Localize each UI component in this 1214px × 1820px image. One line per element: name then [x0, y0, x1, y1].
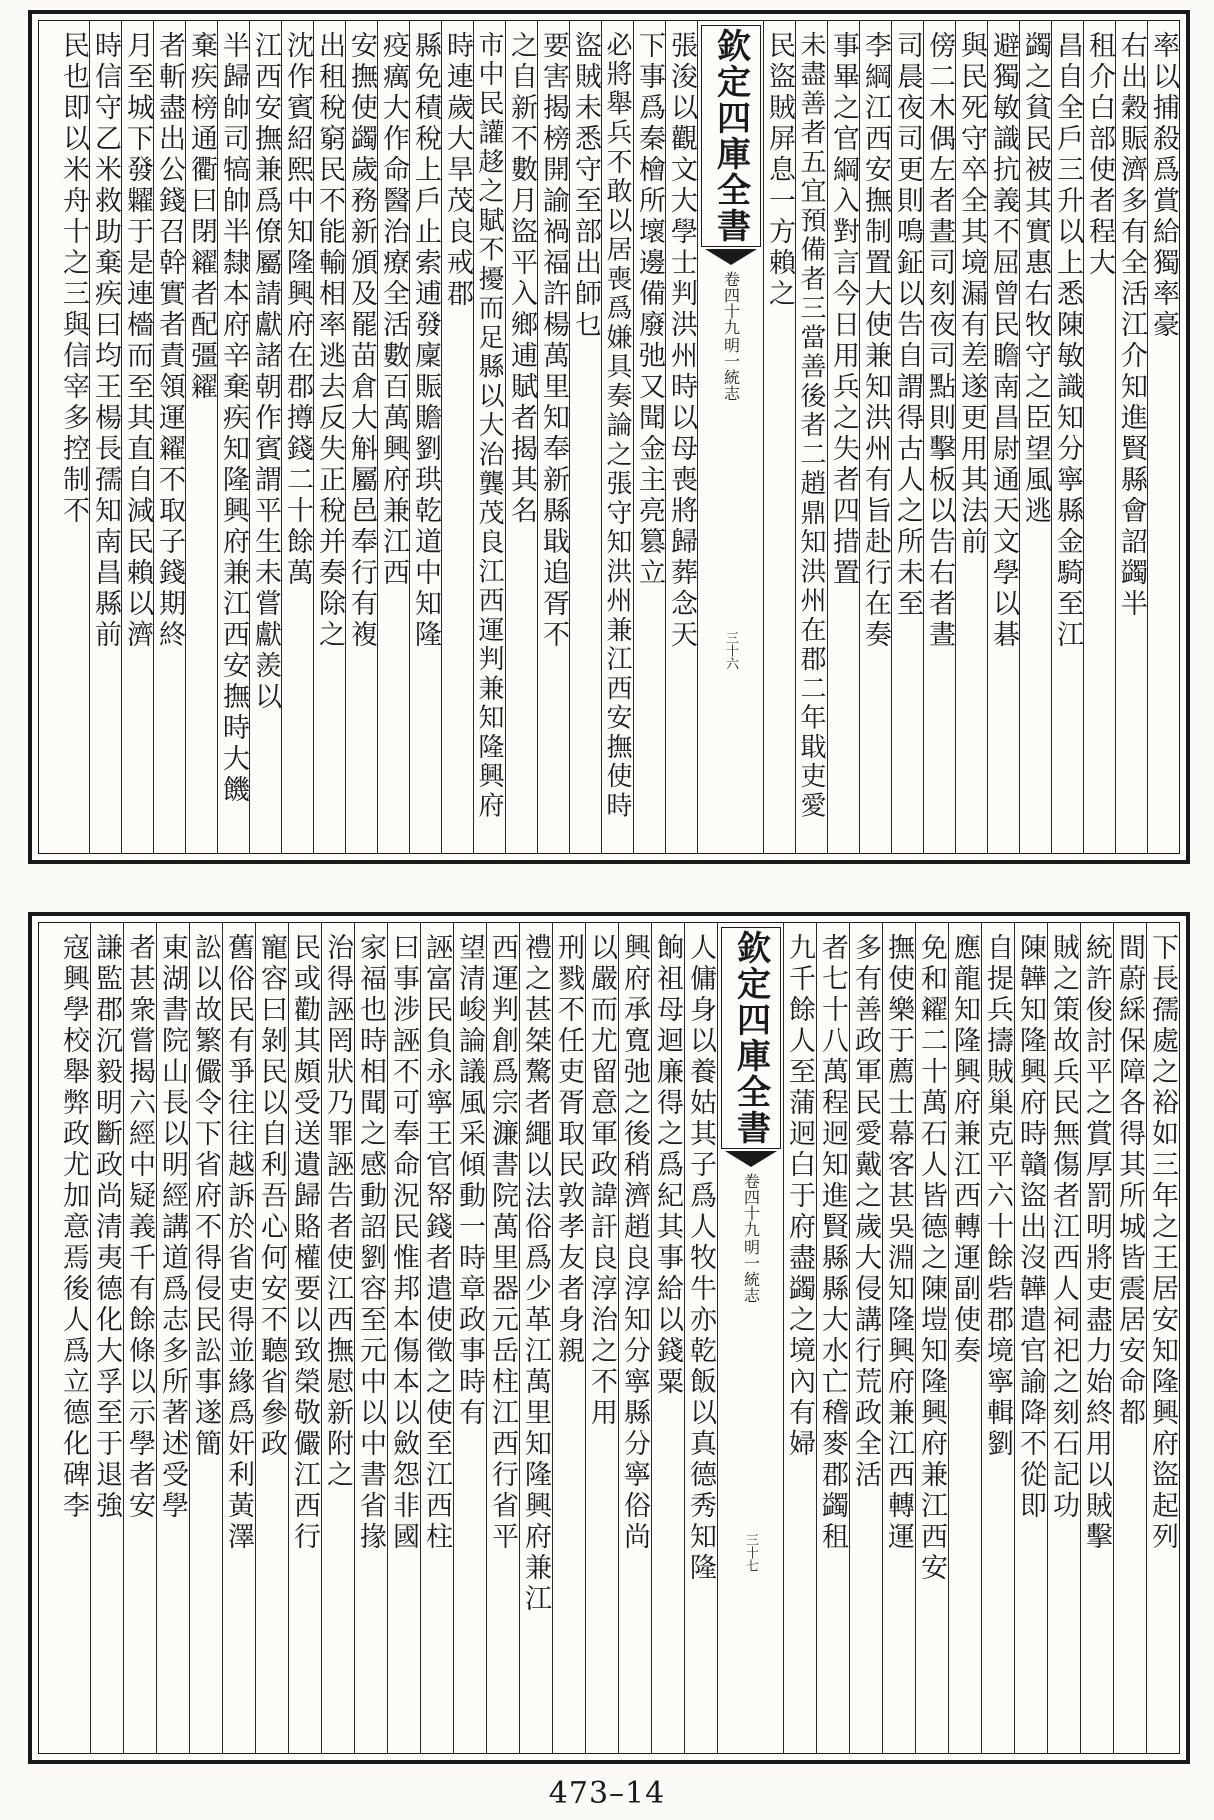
text-column: 家福也時相聞之感動詔劉容至元中以中書省掾: [354, 923, 387, 1753]
text-column: 租介白部使者程大: [1083, 21, 1115, 853]
text-column: 未盡善者五宜預備者三當善後者二趙鼎知洪州在郡二年戢吏愛: [795, 21, 827, 853]
text-column: 間蔚綵保障各得其所城皆震居安命都: [1113, 923, 1146, 1753]
text-column: 西運判創爲宗濂書院萬里器元岳柱江西行省平: [486, 923, 519, 1753]
text-column: 賊之策故兵民無傷者江西人祠祀之刻石記功: [1047, 923, 1080, 1753]
book-title: 欽定四庫全書: [721, 927, 781, 1149]
text-column: 誣富民負永寧王官帑錢者遣使徵之使至江西柱: [420, 923, 453, 1753]
text-column: 免和糴二十萬石人皆德之陳塏知隆興府兼江西安: [915, 923, 948, 1753]
text-column: 謙監郡沉毅明斷政尚清夷德化大孚至于退強: [90, 923, 123, 1753]
text-column: 民也即以米舟十之三與信宰多控制不: [58, 31, 89, 527]
text-column: 舊俗民有爭往往越訴於省吏得並緣爲奸利黃澤: [222, 923, 255, 1753]
text-column: 率以捕殺爲賞給獨率豪: [1147, 21, 1179, 853]
text-column: 應龍知隆興府兼江西轉運副使奏: [948, 923, 981, 1753]
center-fold: [697, 21, 763, 853]
text-column: 傍二木偶左者晝司刻夜司點則擊板以告右者晝: [923, 21, 955, 853]
top-page-text-block: [38, 20, 1180, 854]
text-column: 以嚴而尤留意軍政諱訐良淳治之不用: [585, 923, 618, 1753]
text-column: 民盜賊屏息一方賴之: [763, 21, 795, 853]
text-column: 刑戮不任吏胥取民敦孝友者身親: [552, 923, 585, 1753]
text-column: 東湖書院山長以明經講道爲志多所著述受學: [156, 923, 189, 1753]
text-column: 右出穀賑濟多有全活江介知進賢縣會詔蠲半: [1115, 21, 1147, 853]
text-column: 安撫使蠲歲務新頒及罷苗倉大斛屬邑奉行有複: [345, 21, 377, 853]
text-column: 月至城下發糶于是連檣而至其直自減民賴以濟: [121, 21, 153, 853]
text-column: 必將舉兵不敢以居喪爲嫌具奏論之張守知洪州兼江西安撫使時: [601, 21, 633, 853]
text-column: 統許俊討平之賞厚罰明將吏盡力始終用以賊擊: [1080, 923, 1113, 1753]
text-column: 蠲之貧民被其實惠右牧守之臣望風逃: [1019, 21, 1051, 853]
text-column: 下事爲秦檜所壞邊備廢弛又聞金主亮篡立: [633, 21, 665, 853]
text-column: 棄疾榜通衢曰閉糴者配彊糴: [185, 21, 217, 853]
text-column: 者斬盡出公錢召幹實者責領運糴不取子錢期終: [153, 21, 185, 853]
text-column: 事畢之官綱入對言今日用兵之失者四措置: [827, 21, 859, 853]
text-column: 司晨夜司更則鳴鉦以告自謂得古人之所未至: [891, 21, 923, 853]
text-column: 出租稅窮民不能輸相率逃去反失正稅并奏除之: [313, 21, 345, 853]
text-column: 陳韡知隆興府時贛盜出沒韡遣官諭降不從即: [1014, 923, 1047, 1753]
text-column: 興府承寬弛之後稍濟趙良淳知分寧縣分寧俗尚: [618, 923, 651, 1753]
text-column: 避獨敏識抗義不屈曾民瞻南昌尉通天文學以碁: [987, 21, 1019, 853]
volume-label: [721, 271, 741, 401]
text-column: 昌自全戶三升以上悉陳敏識知分寧縣金騎至江: [1051, 21, 1083, 853]
book-title: 欽定四庫全書: [701, 25, 761, 247]
text-column: 訟以故繁儼令下省府不得侵民訟事遂簡: [189, 923, 222, 1753]
text-column: 寵容曰剝民以自利吾心何安不聽省參政: [255, 923, 288, 1753]
bottom-page-text-block: [38, 922, 1180, 1754]
work-title: 明一統志: [721, 337, 741, 401]
text-column: 時信守乙米救助棄疾曰均王楊長孺知南昌縣前: [89, 21, 121, 853]
work-title: 明一統志: [741, 1239, 761, 1303]
text-column: 治得誣罔狀乃罪誣告者使江西撫慰新附之: [321, 923, 354, 1753]
top-page: [28, 10, 1190, 864]
text-column: 與民死守卒全其境漏有差遂更用其法前: [955, 21, 987, 853]
bottom-page: [28, 912, 1190, 1764]
text-column: 李綱江西安撫制置大使兼知洪州有旨赴行在奏: [859, 21, 891, 853]
text-column: 者七十八萬程迥知進賢縣縣大水亡稽麥郡蠲租: [816, 923, 849, 1753]
text-column: 下長孺處之裕如三年之王居安知隆興府盜起列: [1146, 923, 1179, 1753]
volume-label: [741, 1173, 761, 1303]
text-column: 要害揭榜開諭禍福許楊萬里知奉新縣戢追胥不: [537, 21, 569, 853]
text-column: 民或勸其頗受送遺歸賂權要以致榮敬儼江西行: [288, 923, 321, 1753]
text-column: 之自新不數月盜平入鄉逋賦者揭其名: [505, 21, 537, 853]
text-column: 望清峻論議風采傾動一時章政事時有: [453, 923, 486, 1753]
text-column: 人傭身以養姑其子爲人牧牛亦乾飯以真德秀知隆: [684, 923, 717, 1753]
text-column: 疫癘大作命醫治療全活數百萬興府兼江西: [377, 21, 409, 853]
text-column: 自提兵擣賊巢克平六十餘砦郡境寧輯劉: [981, 923, 1014, 1753]
text-column: 張浚以觀文大學士判洪州時以母喪將歸葬念天: [665, 21, 697, 853]
text-column: 縣免積稅上戶止索逋發廩賑贍劉珙乾道中知隆: [409, 21, 441, 853]
center-fold: [717, 923, 783, 1753]
page-number: 473–14: [548, 1776, 666, 1811]
text-column: 寇興學校舉弊政尤加意焉後人爲立德化碑李: [58, 933, 89, 1522]
fishtail-mark: [725, 1151, 777, 1167]
text-column: 九千餘人至蒲迥白于府盡蠲之境內有婦: [783, 923, 816, 1753]
text-column: 餉祖母迴廉得之爲紀其事給以錢粟: [651, 923, 684, 1753]
leaf-number: 三十七: [743, 1533, 758, 1572]
text-column: 盜賊未悉守至部出師乜: [569, 21, 601, 853]
fishtail-mark: [705, 249, 757, 265]
text-column: 者甚衆嘗揭六經中疑義千有餘條以示學者安: [123, 923, 156, 1753]
text-column: 江西安撫兼爲僚屬請獻諸朝作賓謂平生未嘗獻羨以: [249, 21, 281, 853]
text-column: 半歸帥司犒帥半隸本府辛棄疾知隆興府兼江西安撫時大饑: [217, 21, 249, 853]
text-column: 撫使樂于薦士幕客甚吳淵知隆興府兼江西轉運: [882, 923, 915, 1753]
text-column: 多有善政軍民愛戴之歲大侵講行荒政全活: [849, 923, 882, 1753]
text-column: 曰事涉誣不可奉命況民惟邦本傷本以斂怨非國: [387, 923, 420, 1753]
text-column: 市中民讙趍之賦不擾而足縣以大治龔茂良江西運判兼知隆興府: [473, 21, 505, 853]
chapter-number: 卷四十九: [741, 1173, 761, 1237]
leaf-number: 三十六: [723, 631, 738, 670]
chapter-number: 卷四十九: [721, 271, 741, 335]
text-column: 禮之甚桀驁者繩以法俗爲少革江萬里知隆興府兼江: [519, 923, 552, 1753]
text-column: 沈作賓紹熙中知隆興府在郡撙錢二十餘萬: [281, 21, 313, 853]
text-column: 時連歲大旱茂良戒郡: [441, 21, 473, 853]
